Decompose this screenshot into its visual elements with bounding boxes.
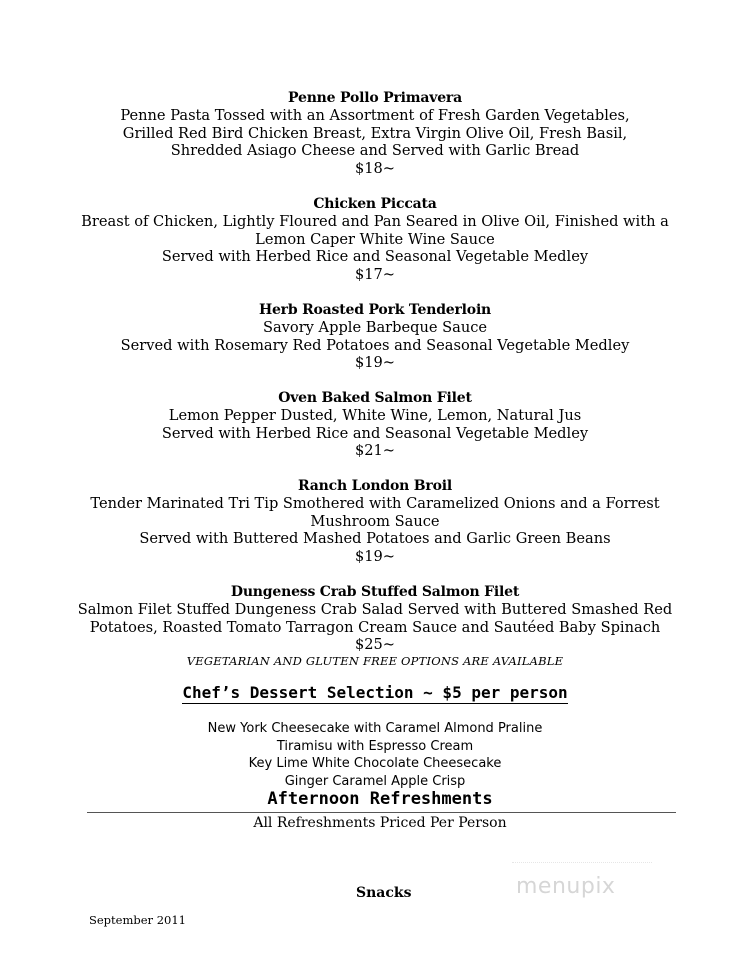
menu-item-desc-line: Served with Rosemary Red Potatoes and Seasonal Vegetable Medley — [120, 336, 630, 354]
menu-item-desc-line: Salmon Filet Stuffed Dungeness Crab Salad Served with Buttered Smashed Red — [77, 601, 673, 618]
menu-item-desc-line: Served with Buttered Mashed Potatoes and Garlic Green Beans — [139, 530, 611, 548]
vegetarian-note: VEGETARIAN AND GLUTEN FREE OPTIONS ARE AVAILABLE — [186, 654, 564, 668]
menu-item-desc-line: Grilled Red Bird Chicken Breast, Extra Virgin Olive Oil, Fresh Basil, — [122, 124, 628, 142]
dessert-list — [0, 720, 750, 790]
dessert-section-title — [0, 683, 750, 703]
dessert-title-text: Chef’s Dessert Selection ~ $5 per person — [182, 683, 568, 702]
menu-item-desc-line: Lemon Pepper Dusted, White Wine, Lemon, Natural Jus — [168, 407, 582, 424]
dessert-item: Ginger Caramel Apple Crisp — [284, 773, 466, 789]
dessert-item: Key Lime White Chocolate Cheesecake — [248, 756, 502, 771]
menu-item-desc-line: Penne Pasta Tossed with an Assortment of Fresh Garden Vegetables, — [120, 107, 630, 124]
menu-item-name: Chicken Piccata — [313, 196, 437, 212]
menu-item-desc-line: Served with Herbed Rice and Seasonal Vegetable Medley — [161, 248, 589, 266]
menu-item-price: $21~ — [354, 442, 396, 460]
menu-item-price: $17~ — [354, 265, 396, 283]
menu-item-desc-line: Lemon Caper White Wine Sauce — [255, 230, 495, 248]
dessert-item: New York Cheesecake with Caramel Almond Praline — [207, 721, 543, 736]
menu-item-name: Oven Baked Salmon Filet — [278, 390, 472, 406]
menu-item-price: $25~ — [354, 636, 396, 654]
menu-item-desc-line: Tender Marinated Tri Tip Smothered with Caramelized Onions and a Forrest — [90, 495, 660, 512]
menu-item-dungeness-crab-stuffed-salmon-filet — [0, 584, 750, 654]
menu-item-name: Penne Pollo Primavera — [288, 90, 462, 106]
menu-item-herb-roasted-pork-tenderloin — [0, 302, 750, 372]
menu-item-ranch-london-broil — [0, 478, 750, 565]
watermark-dots — [512, 862, 652, 873]
footer-date: September 2011 — [89, 913, 186, 927]
refreshments-subtitle: All Refreshments Priced Per Person — [253, 815, 507, 831]
snacks-heading: Snacks — [356, 885, 412, 901]
menu-item-desc-line: Served with Herbed Rice and Seasonal Vegetable Medley — [161, 424, 589, 442]
menu-item-desc-line: Mushroom Sauce — [310, 512, 440, 530]
section-divider — [87, 812, 676, 813]
menupix-watermark: menupix — [516, 874, 616, 899]
menu-item-oven-baked-salmon-filet — [0, 390, 750, 460]
menu-item-price: $19~ — [354, 354, 396, 372]
menu-item-name: Ranch London Broil — [298, 478, 452, 494]
menu-item-desc-line: Potatoes, Roasted Tomato Tarragon Cream Sauce and Sautéed Baby Spinach — [89, 618, 661, 636]
refreshments-title: Afternoon Refreshments — [267, 789, 493, 809]
menu-item-name: Herb Roasted Pork Tenderloin — [258, 302, 492, 318]
menu-item-desc-line: Savory Apple Barbeque Sauce — [262, 319, 488, 336]
menu-item-desc-line: Shredded Asiago Cheese and Served with Garlic Bread — [170, 142, 580, 160]
menu-item-penne-pollo-primavera — [0, 90, 750, 177]
menu-item-name: Dungeness Crab Stuffed Salmon Filet — [230, 584, 520, 600]
dessert-item: Tiramisu with Espresso Cream — [276, 738, 474, 754]
menu-item-desc-line: Breast of Chicken, Lightly Floured and Pan Seared in Olive Oil, Finished with a — [81, 213, 669, 230]
menu-item-price: $19~ — [354, 547, 396, 565]
menu-item-price: $18~ — [354, 159, 396, 177]
menu-item-chicken-piccata — [0, 196, 750, 283]
